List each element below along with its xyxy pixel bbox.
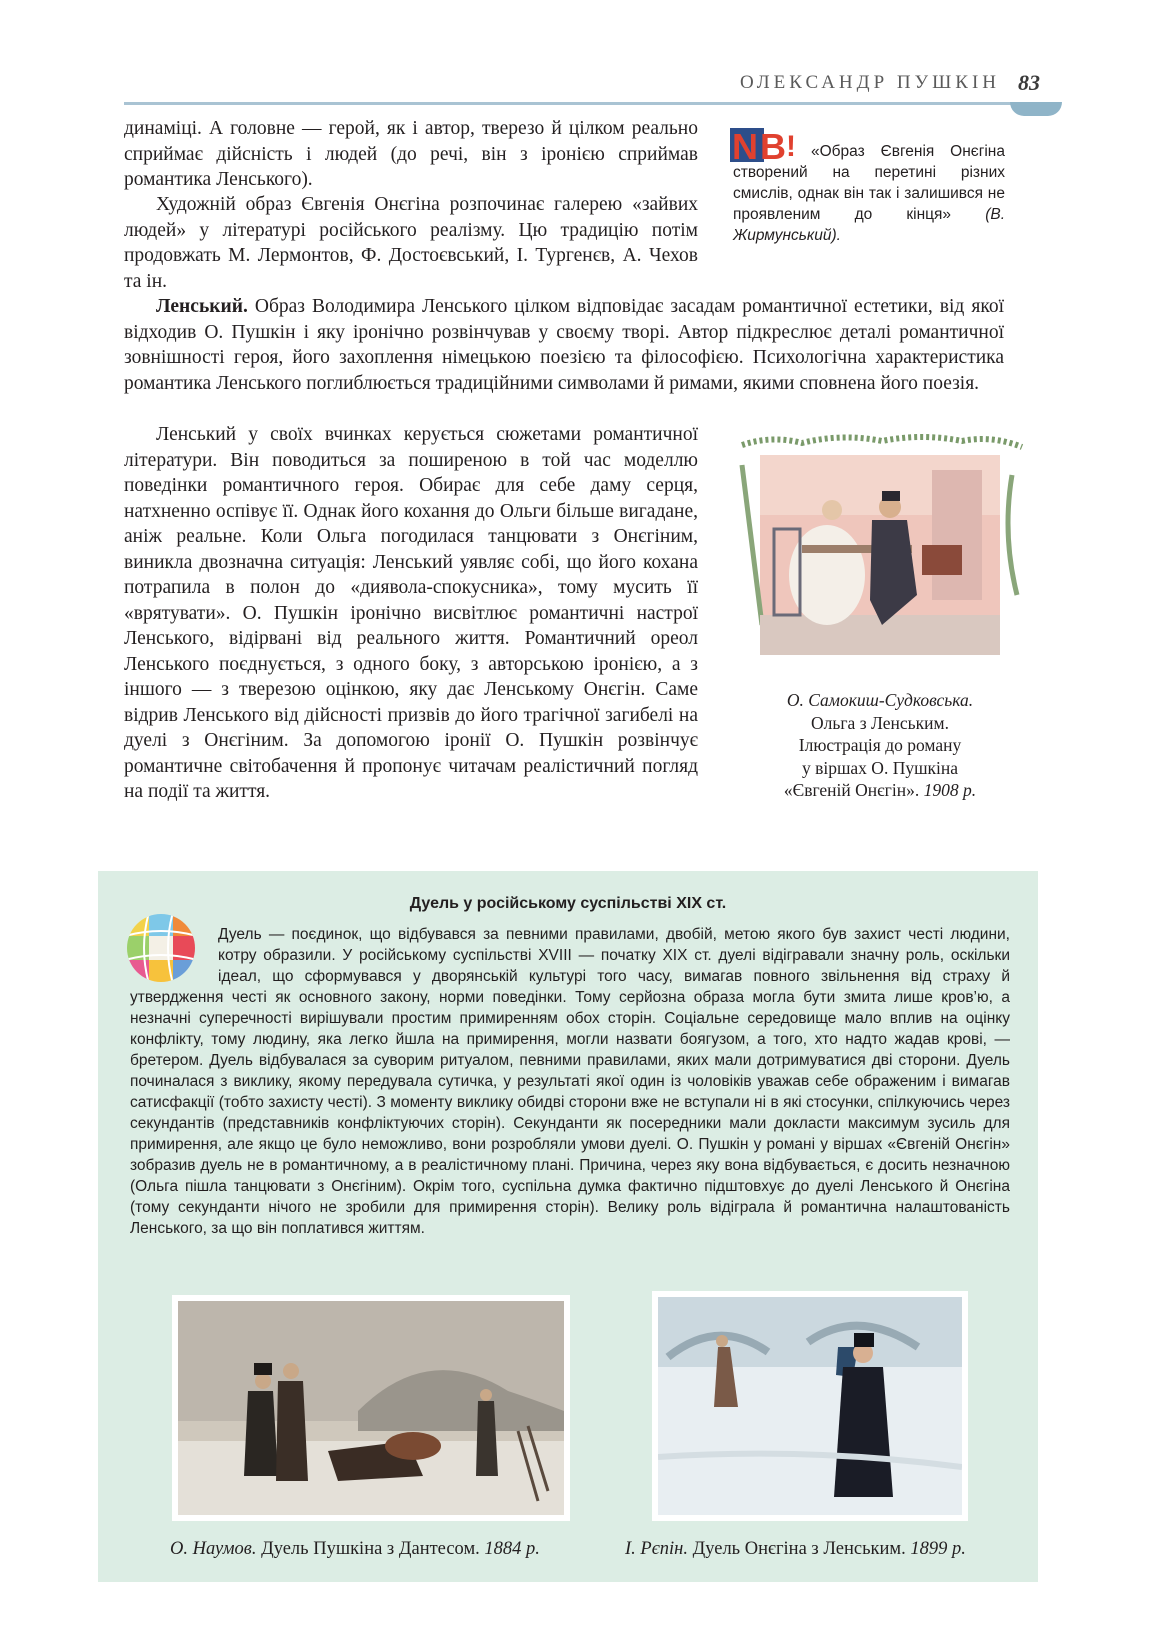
- caption-1-title: Ольга з Ленським.: [811, 712, 949, 733]
- painting-1-year: 1884 р.: [484, 1539, 540, 1559]
- illustration-olga-lensky: [732, 425, 1028, 665]
- painting-1-artist: О. Наумов.: [170, 1539, 257, 1559]
- painting-1-caption: [170, 1539, 540, 1560]
- painting-naumov: [172, 1295, 570, 1521]
- painting-1-title: Дуель Пушкіна з Дантесом.: [261, 1539, 480, 1559]
- paragraph-4: Ленський у своїх вчинках керується сюжетами романтичної літератури. Він поводиться за поширеною в той час моделлю поведінки романтичного героя. Обирає для себе даму серця, натхненно оспівує її. Однак його кохання до Ольги більше вигадане, аніж реальне. Коли Ольга погодилася танцювати з Онєгіним, виникла двозначна ситуація: Ленський уявляє собі, що його кохана потрапила в полон до «диявола-спокусника», тому мусить її «врятувати». О. Пушкін іронічно висвітлює романтичні настрої Ленського, відірвані від реального життя. Романтичний ореол Ленського поєднується, з одного боку, з авторською іронією, а з іншого — з тверезою оцінкою, яку дає Ленському Онєгін. Саме відрив Ленського від дійсності призвів до його трагічної загибелі на дуелі з Онєгіним. За допомогою іронії О. Пушкін розвінчує романтичне світобачення й пропонує читачам реалістичний погляд на події та життя.: [124, 424, 698, 802]
- svg-text:B: B: [760, 126, 786, 164]
- caption-1-year: 1908 р.: [923, 780, 977, 800]
- info-box-title: Дуель у російському суспільстві XIX ст.: [409, 895, 727, 912]
- info-box-duel: [98, 871, 1038, 1582]
- painting-repin: [652, 1291, 968, 1521]
- running-header-title: ОЛЕКСАНДР ПУШКІН: [740, 72, 1000, 93]
- paragraph-1: динаміці. А головне — герой, як і автор, тверезо й цілком реально сприймає дійсність і людей (до речі, він з іронією сприймав романтика Ленського).: [124, 118, 698, 190]
- caption-1-line4: у віршах О. Пушкіна: [801, 757, 959, 778]
- caption-1-line3: Ілюстрація до роману: [798, 735, 962, 755]
- painting-2-caption: [625, 1539, 966, 1560]
- painting-2-title: Дуель Онєгіна з Ленським.: [692, 1539, 906, 1559]
- painting-repin-image: [658, 1297, 962, 1515]
- paragraph-2: Художній образ Євгенія Онєгіна розпочинає галерею «зайвих людей» у літературі російського реалізму. Цю традицію потім продовжать М. Лермонтов, Ф. Достоєвський, І. Тургенєв, А. Чехов та ін.: [124, 194, 698, 292]
- caption-1-line5: «Євгеній Онєгін».: [783, 780, 920, 800]
- painting-2-artist: І. Рєпін.: [625, 1539, 688, 1559]
- caption-1-artist: О. Самокиш-Судковська.: [786, 690, 974, 710]
- paragraph-3: Ленський. Образ Володимира Ленського цілком відповідає засадам романтичної естетики, від якої відходив О. Пушкін і яку іронічно розвінчував у своєму творі. Автор підкреслює деталі романтичної зовнішності героя, його захоплення німецькою поезією та філософією. Психологічна характеристика романтика Ленського поглиблюється традиційними символами й римами, якими сповнена його поезія.: [124, 296, 1004, 394]
- page-number: 83: [1018, 70, 1040, 95]
- svg-text:!: !: [786, 130, 796, 163]
- nb-quote: «Образ Євгенія Онєгіна створений на перетині різних смислів, однак він так і залишився не проявленим до кінця» (В. Жирмунський).: [733, 143, 1005, 244]
- illustration-1-caption: [740, 689, 1020, 802]
- painting-naumov-image: [178, 1301, 564, 1515]
- info-box-text: Дуель — поєдинок, що відбувався за певними правилами, двобій, метою якого був захист честі людини, котру образили. У російському суспільстві XVIII — початку XIX ст. дуелі відігравали значну роль, оскільки ідеал, що сформувався у дворянській культурі того часу, вимагав повного звільнення від страху й утвердження честі як основного закону, норми поведінки. Тому серйозна образа могла бути змита лише кров’ю, а незначні суперечності вирішували простим примиренням обох сторін. Соціальне середовище мало вплив на оцінку конфлікту, тому людину, яка легко йшла на примирення, могли назвати боягузом, а того, хто надто жадав крові, — бретером. Дуель відбувалася за суворим ритуалом, певними правилами, яких мали дотримуватися дві сторони. Дуель починалася з виклику, якому передувала сутичка, у результаті якої один із чоловіків уважав себе ображеним і вимагав сатисфакції (тобто захисту честі). З моменту виклику обидві сторони вже не вступали ні в які стосунки, спілкуючись через секундантів (представників конфліктуючих сторін). Секунданти як посередники мали докласти максимум зусиль для примирення, але якщо це було неможливо, вони розробляли умови дуелі. О. Пушкін у романі у віршах «Євгеній Онєгін» зобразив дуель не в романтичному, а в реалістичному плані. Причина, через яку вона відбувається, є досить незначною (Ольга пішла танцювати з Онєгіним). Окрім того, суспільна думка фактично підштовхує до дуелі Ленського й Онєгіна (тому секунданти нічого не зробили для примирення сторін). Велику роль відіграла й романтична налаштованість Ленського, за що він поплатився життям.: [130, 926, 1010, 1237]
- svg-text:N: N: [732, 126, 758, 164]
- painting-2-year: 1899 р.: [910, 1539, 966, 1559]
- nb-attribution: (В. Жирмунський).: [733, 206, 1005, 244]
- header-divider: [124, 102, 1032, 105]
- paragraph-3-lead: Ленський.: [156, 296, 248, 317]
- header-tab-decoration: [1010, 102, 1062, 116]
